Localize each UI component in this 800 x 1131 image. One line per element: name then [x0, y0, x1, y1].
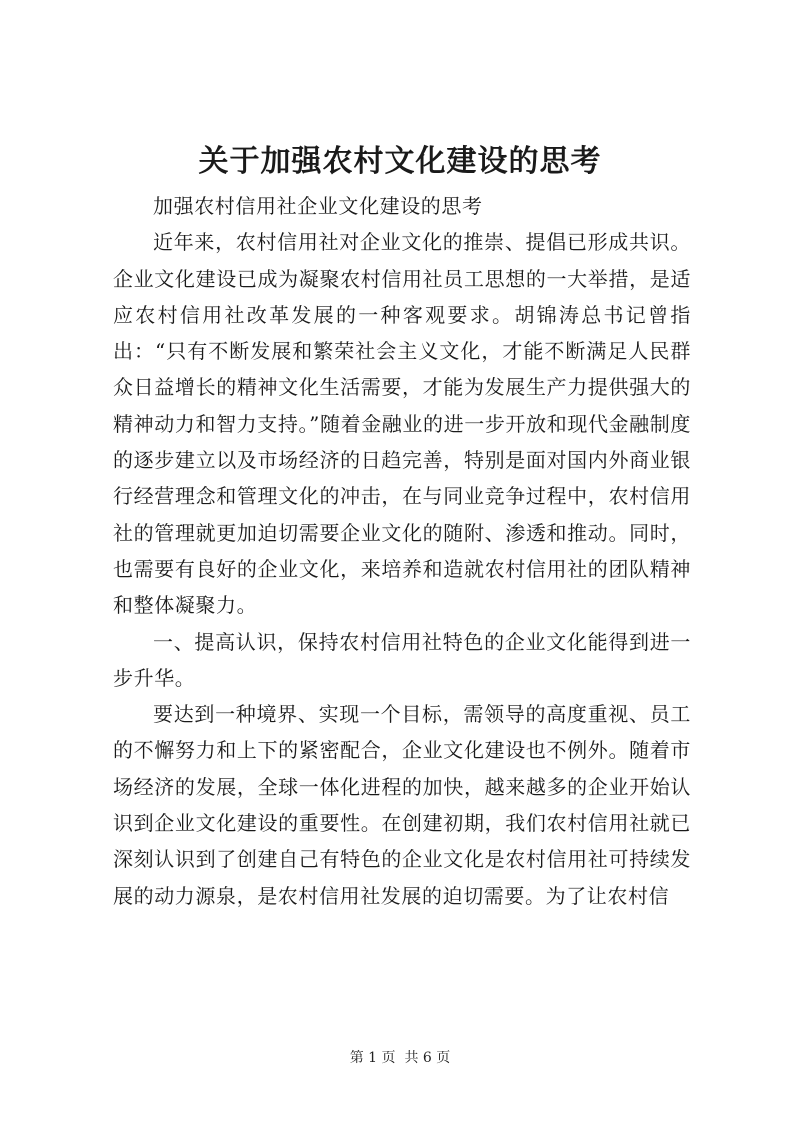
subtitle-paragraph: 加强农村信用社企业文化建设的思考 [153, 194, 483, 218]
body-paragraph: 要达到一种境界、实现一个目标，需领导的高度重视、员工的不懈努力和上下的紧密配合，企业文化建设也不例外。随着市场经济的发展，全球一体化进程的加快，越来越多的企业开始认识到企业文化建设的重要性。在创建初期，我们农村信用社就已深刻认识到了创建自己有特色的企业文化是农村信用社可持续发展的动力源泉，是农村信用社发展的迫切需要。为了让农村信 [113, 702, 691, 908]
section-heading-paragraph: 一、提高认识，保持农村信用社特色的企业文化能得到进一步升华。 [113, 629, 691, 690]
page-number-footer: 第 1 页 共 6 页 [349, 1050, 451, 1066]
body-paragraph: 近年来，农村信用社对企业文化的推崇、提倡已形成共识。企业文化建设已成为凝聚农村信用社员工思想的一大举措，是适应农村信用社改革发展的一种客观要求。胡锦涛总书记曾指出：“只有不断发展和繁荣社会主义文化，才能不断满足人民群众日益增长的精神文化生活需要，才能为发展生产力提供强大的精神动力和智力支持。”随着金融业的进一步开放和现代金融制度的逐步建立以及市场经济的日趋完善，特别是面对国内外商业银行经营理念和管理文化的冲击，在与同业竞争过程中，农村信用社的管理就更加迫切需要企业文化的随附、渗透和推动。同时，也需要有良好的企业文化，来培养和造就农村信用社的团队精神和整体凝聚力。 [113, 230, 691, 618]
document-title: 关于加强农村文化建设的思考 [198, 144, 602, 179]
document-body [113, 188, 691, 914]
